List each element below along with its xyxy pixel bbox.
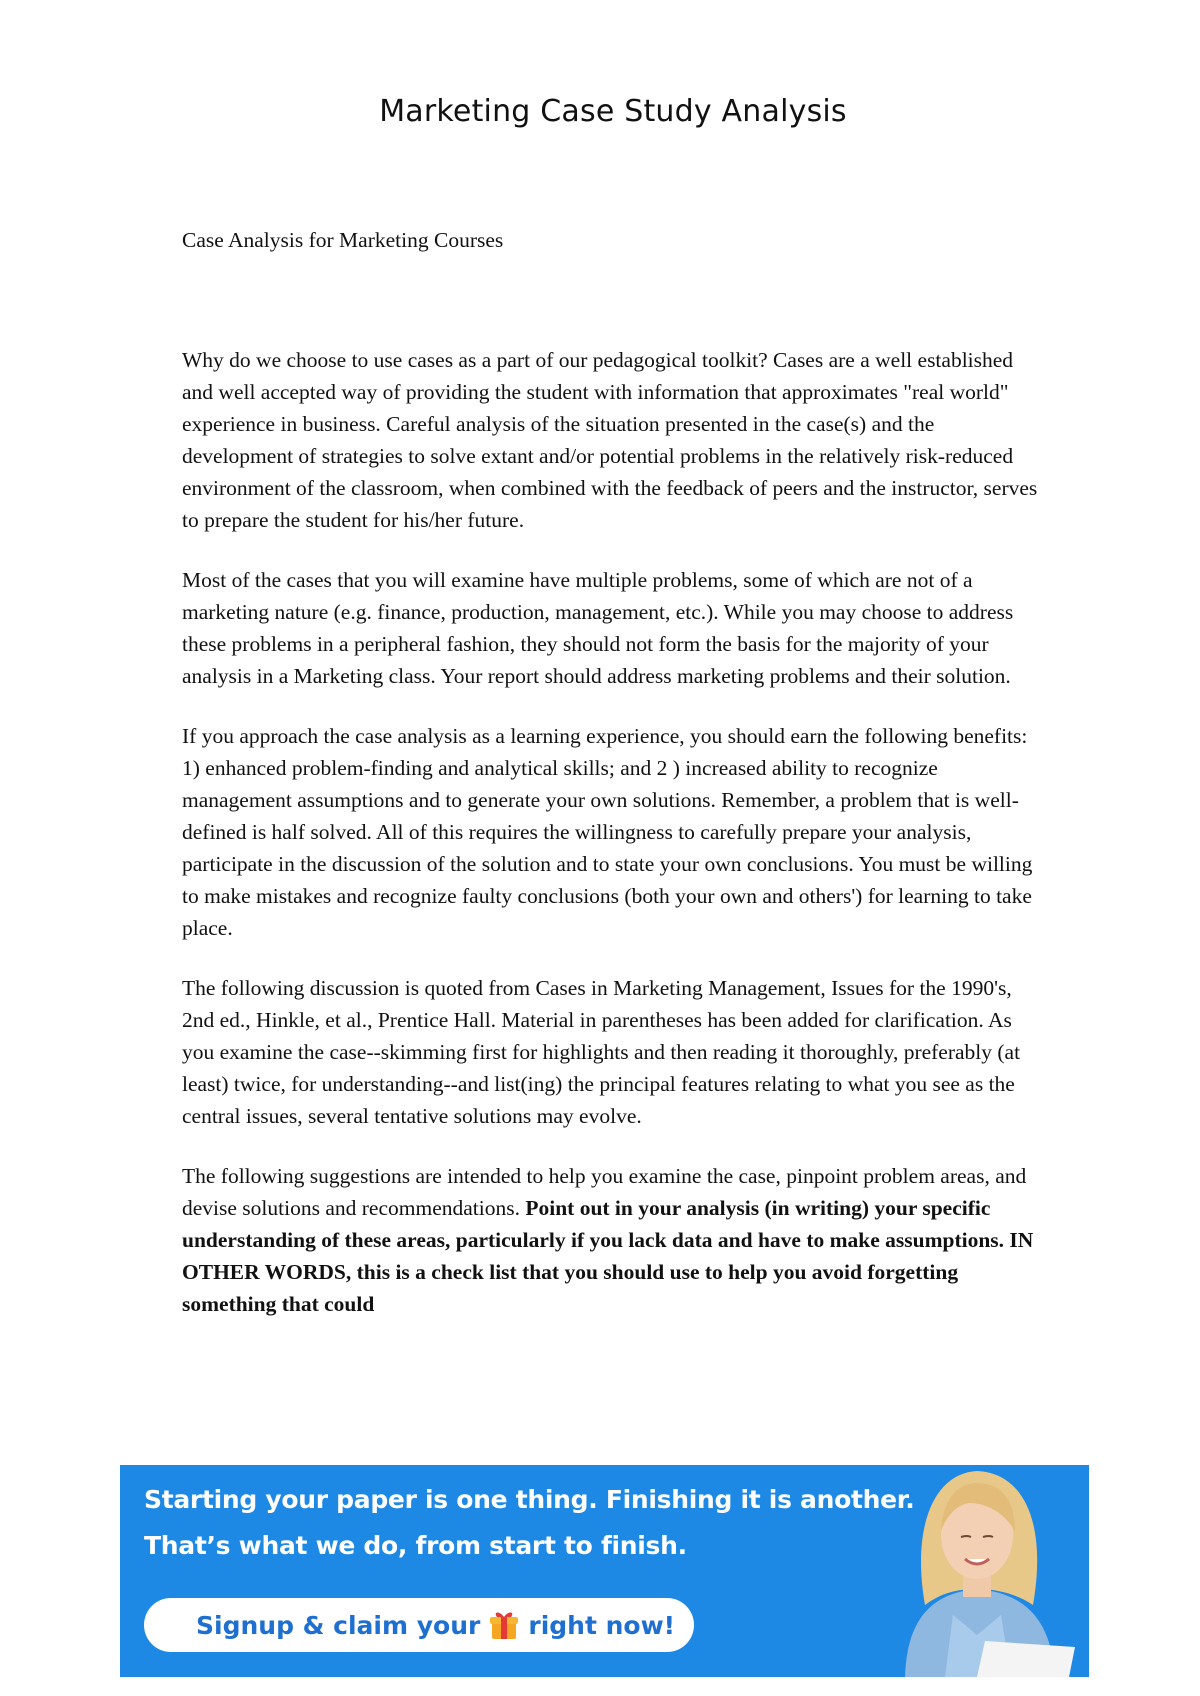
gift-icon xyxy=(490,1610,518,1640)
promo-banner[interactable] xyxy=(120,1465,1089,1677)
paragraph-5-bold-text: Point out in your analysis (in writing) your specific understanding of these areas, particularly if you lack data and have to make assumptions. IN OTHER WORDS, this is a check list that you should use to help you avoid forgetting something that could xyxy=(182,1196,1034,1316)
document-subtitle: Case Analysis for Marketing Courses xyxy=(182,228,504,252)
signup-button-label-start: Signup & claim your xyxy=(196,1610,481,1640)
signup-button-label-end: right now! xyxy=(528,1610,676,1640)
paragraph-5-text: The following suggestions are intended to help you examine the case, pinpoint problem areas, and devise solutions and recommendations. xyxy=(182,1164,1027,1220)
person-photo xyxy=(865,1465,1089,1677)
paragraph-3: If you approach the case analysis as a learning experience, you should earn the following benefits: 1) enhanced problem-finding and analytical skills; and 2 ) increased ability to recognize management assumptions and to generate your own solutions. Remember, a problem that is well-defined is half solved. All of this requires the willingness to carefully prepare your analysis, participate in the discussion of the solution and to state your own conclusions. You must be willing to make mistakes and recognize faulty conclusions (both your own and others') for learning to take place. xyxy=(182,724,1033,940)
paragraph-2: Most of the cases that you will examine have multiple problems, some of which are not of a marketing nature (e.g. finance, production, management, etc.). While you may choose to address these problems in a peripheral fashion, they should not form the basis for the majority of your analysis in a Marketing class. Your report should address marketing problems and their solution. xyxy=(182,568,1014,688)
promo-headline: Starting your paper is one thing. Finishing it is another. xyxy=(144,1485,915,1514)
paragraph-5 xyxy=(182,1160,1042,1320)
signup-button[interactable] xyxy=(144,1598,694,1652)
page-title: Marketing Case Study Analysis xyxy=(379,94,847,129)
paragraph-1: Why do we choose to use cases as a part of our pedagogical toolkit? Cases are a well established and well accepted way of providing the student with information that approximates "real world" experience in business. Careful analysis of the situation presented in the case(s) and the development of strategies to solve extant and/or potential problems in the relatively risk-reduced environment of the classroom, when combined with the feedback of peers and the instructor, serves to prepare the student for his/her future. xyxy=(182,348,1038,532)
document-body xyxy=(182,224,1042,1320)
promo-subheadline: That’s what we do, from start to finish. xyxy=(144,1531,687,1560)
paragraph-4: The following discussion is quoted from Cases in Marketing Management, Issues for the 1990's, 2nd ed., Hinkle, et al., Prentice Hall. Material in parentheses has been added for clarification. As you examine the case--skimming first for highlights and then reading it thoroughly, preferably (at least) twice, for understanding--and list(ing) the principal features relating to what you see as the central issues, several tentative solutions may evolve. xyxy=(182,976,1021,1128)
